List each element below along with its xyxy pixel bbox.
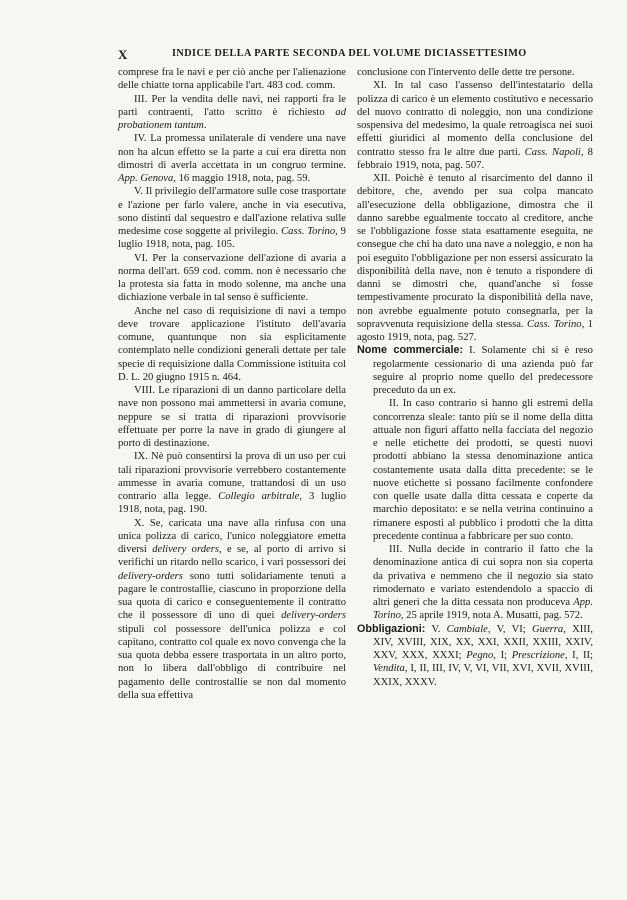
text-segment: Anche nel caso di requisizione di navi a tempo deve trovare applicazione l'istituto dell'avaria comune, quantunque non sia esplicitamente contemplato nelle condizioni generali dettate per tale specie di requisizione dalla Commissione istituita col D. L. 20 giugno 1915 n. 464.: [118, 305, 346, 383]
index-paragraph: [118, 132, 346, 185]
text-segment: XII. Poichè è tenuto al risarcimento del danno il debitore, che, avendo per sua colpa mancato all'esecuzione della obbligazione, dimostra che il danno sarebbe egualmente toccato al creditore, anche se l'obbligazione fosse stata esattamente eseguita, ne consegue che chi ha dato una nave a noleggio, e non ha poi eseguito l'obbligazione per non essersi assicurato la disponibilità della nave, non è tenuto a rispondere di danni se dimostri che, quand'anche si fosse tempestivamente procurato la disponibilità della nave, non avrebbe egualmente potuto consegnarla, per la sopravvenuta requisizione della stessa.: [357, 173, 593, 330]
citation-italic: Vendita,: [373, 663, 408, 675]
citation-italic: Guerra,: [532, 623, 566, 635]
text-segment: X. Se, caricata una nave alla rinfusa con una unica polizza di carico, l'unico noleggiatore emetta diversi: [118, 517, 346, 555]
text-segment: 3 luglio 1918, nota, pag. 190.: [118, 491, 346, 516]
index-entry: [357, 623, 593, 689]
citation-italic: App. Torino,: [373, 597, 593, 622]
text-segment: II. In caso contrario si hanno gli estremi della concorrenza sleale: tanto più se il nome della ditta attuale non figuri affatto nella facciata del negozio e nelle etichette dei prodotti, se questi nuovi prodotti abbiano la stessa denominazione antica costantemente usata dalla ditta precedente: se le nuove etichette si possano facilmente confondere con quelle usate dalla ditta cessata e coperte da marchio depositato: e se nella vetrina continuino a rimanere esposti al pubblico i prodotti che la ditta precedente continua a fabbricare per suo conto.: [373, 398, 593, 542]
citation-italic: delivery-orders: [281, 610, 346, 622]
continued-paragraph: [357, 66, 593, 79]
text-segment: , e se, al porto di arrivo si verifichi un ritardo nello scarico, i vari possessori dei: [118, 544, 346, 569]
text-segment: IV. La promessa unilaterale di vendere una nave non ha alcun effetto se la parte a cui era diretta non dimostri di averla accettata in un congruo termine.: [118, 133, 346, 171]
text-segment: III. Per la vendita delle navi, nei rapporti fra le parti contraenti, l'atto scritto è richiesto: [118, 93, 346, 118]
citation-italic: App. Genova,: [118, 173, 176, 184]
index-paragraph: [118, 252, 346, 305]
index-paragraph: [118, 185, 346, 251]
citation-italic: Cass. Napoli,: [524, 146, 584, 158]
index-paragraph: [118, 305, 346, 385]
index-paragraph: [118, 93, 346, 133]
text-segment: IX. Nè può consentirsi la prova di un uso per cui tali riparazioni provvisorie verrebbero costantemente ammesse in avaria comune, trattandosi di un uso contrario alla legge.: [118, 451, 346, 502]
citation-italic: delivery-orders: [118, 570, 183, 582]
text-segment: I, II, III, IV, V, VI, VII, XVI, XVII, XVIII, XXIX, XXXV.: [373, 663, 593, 688]
text-segment: .: [203, 120, 207, 131]
citation-italic: Collegio arbitrale,: [218, 491, 302, 502]
entry-heading: Nome commerciale:: [357, 344, 464, 357]
text-segment: V. Il privilegio dell'armatore sulle cose trasportate e l'azione per farlo valere, anche in via esecutiva, sono distinti dal sequestro e dall'azione relativa sulle medesime cose soggette al privilegio.: [118, 186, 346, 237]
text-segment: sono tutti solidariamente tenuti a pagare le controstallie, ciascuno in proporzione della sua quota di carico e conseguentemente il contratto che il possessore di uno di quei: [118, 570, 346, 622]
index-paragraph: [118, 384, 346, 450]
running-header-title: INDICE DELLA PARTE SECONDA DEL VOLUME DICIASSETTESIMO: [172, 48, 527, 59]
text-segment: 8 febbraio 1919, nota, pag. 507.: [357, 146, 593, 171]
page-number-roman: X: [118, 47, 128, 62]
text-segment: XI. In tal caso l'assenso dell'intestatario della polizza di carico è un elemento costitutivo e necessario del nuovo contratto di noleggio, non una condizione sospensiva del medesimo, la quale retroagisca nei suoi effetti giuridici al momento della conclusione del contratto stesso fra le altre due parti.: [357, 80, 593, 158]
index-paragraph: [118, 517, 346, 703]
text-segment: stipuli col possessore dell'unica polizza e col capitano, contratto col quale ex novo convenga che la sua quota debba essere trasportata in un altro porto, non lo libera dall'obbligo di contribuire nel pagamento delle controstallie se non dal momento della sua effettiva: [118, 623, 346, 701]
text-segment: 16 maggio 1918, nota, pag. 59.: [175, 173, 311, 184]
text-segment: XIII, XIV, XVIII, XIX, XX, XXI, XXII, XXIII, XXIV, XXV, XXX, XXXI;: [373, 623, 593, 661]
citation-italic: Pegno,: [466, 650, 496, 661]
text-segment: 1 agosto 1919, nota, pag. 527.: [357, 318, 593, 343]
index-paragraph: [118, 450, 346, 516]
left-text-column: [118, 66, 346, 702]
text-segment: III. Nulla decide in contrario il fatto che la denominazione antica di cui sopra non sia coperta da privativa e nemmeno che il negozio sia stato rimodernato e variato estendendolo a spaccio di altri generi che la ditta cessata non produceva: [373, 544, 593, 608]
citation-italic: Cambiale,: [446, 623, 491, 635]
right-text-column: [357, 66, 593, 689]
text-segment: VIII. Le riparazioni di un danno particolare della nave non possono mai ammettersi in avaria comune, neppure se si tratta di riparazioni provvisorie effettuate per porre la nave in grado di giungere al porto di destinazione.: [118, 385, 346, 449]
citation-italic: ad probationem tantum: [118, 106, 346, 131]
index-subparagraph: [357, 397, 593, 543]
text-segment: I;: [495, 650, 512, 661]
citation-italic: Cass. Torino,: [281, 226, 338, 237]
text-segment: conclusione con l'intervento delle dette tre persone.: [357, 67, 575, 78]
index-entry: [357, 344, 593, 397]
text-segment: I, II;: [567, 650, 593, 661]
text-segment: I. Solamente chi si è reso regolarmente cessionario di una azienda può far seguire al proprio nome quello del predecessore preceduto da un ex.: [373, 345, 593, 396]
citation-italic: Cass. Torino,: [527, 318, 585, 330]
continued-paragraph: [118, 66, 346, 93]
text-segment: V.: [425, 623, 447, 635]
entry-heading: Obbligazioni:: [357, 622, 426, 635]
text-segment: 25 aprile 1919, nota A. Musatti, pag. 572.: [403, 610, 583, 622]
index-subparagraph: [357, 543, 593, 623]
text-segment: comprese fra le navi e per ciò anche per l'alienazione delle chiatte torna applicabile l'art. 483 cod. comm.: [118, 67, 346, 92]
text-segment: VI. Per la conservazione dell'azione di avaria a norma dell'art. 659 cod. comm. non è necessario che la protesta sia fatta in modo solenne, ma anche una dichiazione verbale in tal senso è sufficiente.: [118, 252, 346, 304]
citation-italic: Prescrizione,: [511, 650, 568, 661]
text-segment: V, VI;: [490, 623, 532, 635]
index-paragraph: [357, 79, 593, 172]
citation-italic: delivery orders: [152, 544, 219, 555]
text-segment: 9 luglio 1918, nota, pag. 105.: [118, 226, 346, 251]
index-paragraph: [357, 172, 593, 344]
